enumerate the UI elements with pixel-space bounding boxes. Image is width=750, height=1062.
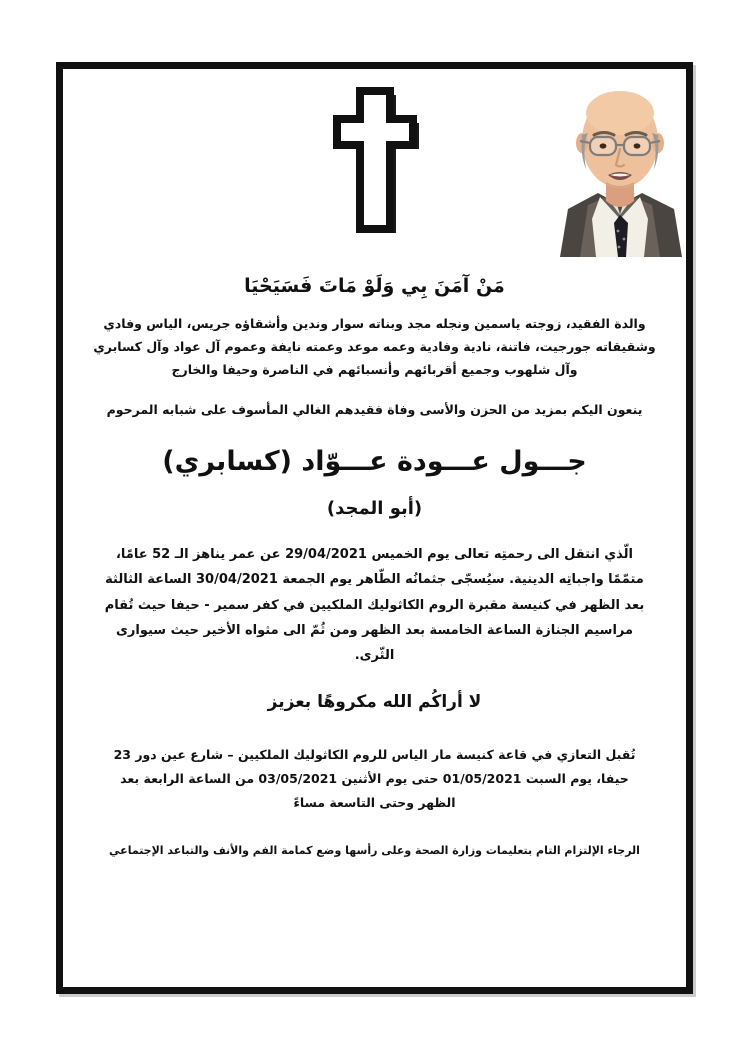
blessing-line: لا أراكُم الله مكروهًا بعزيز xyxy=(267,691,482,712)
deceased-nickname: (أبو المجد) xyxy=(326,497,423,519)
condolences-paragraph xyxy=(87,743,662,816)
details-line-4: مراسيم الجنازة الساعة الخامسة بعد الظهر ومن ثُمّ الى مثواه الأخير حيث سيوارى xyxy=(115,623,634,639)
health-notice: الرجاء الإلتزام التام بتعليمات وزارة الصحة وعلى رأسها وضع كمامة الفم والأنف والتباعد الإجتماعي xyxy=(109,843,640,857)
latin-cross-icon xyxy=(327,87,423,237)
family-names-line-1: والدة الفقيد، زوجته ياسمين ونجله مجد وبناته سوار وندين وأشقاؤه جريس، الياس وفادي xyxy=(103,315,646,331)
condolences-line-2: حيفا، يوم السبت 01/05/2021 حتى يوم الأثنين 03/05/2021 من الساعة الرابعة بعد xyxy=(120,770,629,786)
family-names-line-3: كسابري وآل شلهوب وجميع أقربائهم وأنسبائهم في الناصرة وحيفا والخارج xyxy=(93,338,578,377)
details-line-2: متمّمًا واجباتِه الدينية. سيُسجّى جثمانُه الطّاهر يوم الجمعة 30/04/2021 الساعة الثالثة xyxy=(105,572,644,588)
deceased-name: جـــول عـــودة عـــوّاد (كسابري) xyxy=(162,445,587,477)
details-line-1: الّذي انتقل الى رحمتِه تعالى يوم الخميس 29/04/2021 عن عمر يناهز الـ 52 عامًا، xyxy=(115,547,634,562)
obituary-notice-frame xyxy=(56,62,693,994)
announcement-line: ينعون اليكم بمزيد من الحزن والأسى وفاة فقيدهم الغالي المأسوف على شبابه المرحوم xyxy=(106,402,643,418)
condolences-line-3: الظهر وحتى التاسعة مساءً xyxy=(293,795,456,811)
obituary-notice-body xyxy=(63,69,686,987)
details-line-3: بعد الظهر في كنيسة مقبرة الروم الكاثوليك الملكيين في كفر سمير - حيفا حيث تُقام xyxy=(104,597,645,613)
condolences-line-1: تُقبل التعازي في قاعة كنيسة مار الياس للروم الكاثوليك الملكيين – شارع عين دور 23 xyxy=(113,746,636,762)
family-names-line-2: وشقيقاته جورجيت، فاتنة، نادية وفادية وعمه موعد وعمته نايفة وعموم آل عواد وآل xyxy=(146,338,656,354)
details-line-5: الثّرى. xyxy=(354,648,395,664)
portrait-photo xyxy=(554,79,686,257)
funeral-details-paragraph xyxy=(89,542,660,669)
family-names-block xyxy=(85,312,664,381)
bible-verse: مَنْ آمَنَ بِي وَلَوْ مَاتَ فَسَيَحْيَا xyxy=(244,275,505,297)
notice-header xyxy=(63,69,686,274)
